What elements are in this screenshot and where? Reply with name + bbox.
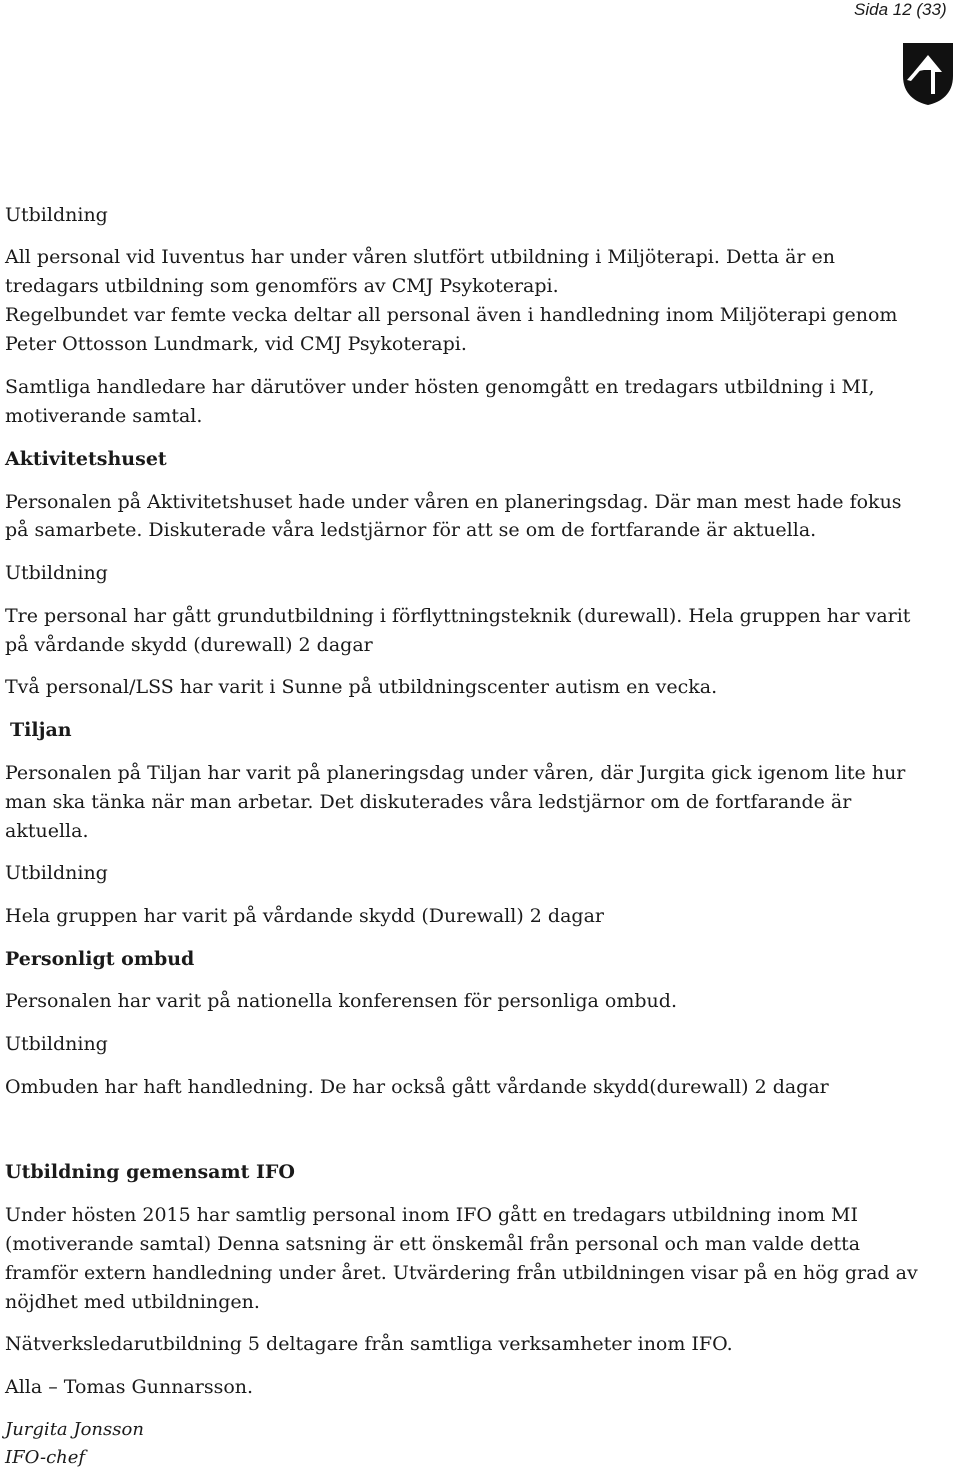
signature-name: Jurgita Jonsson <box>5 1419 144 1440</box>
paragraph-line: Peter Ottosson Lundmark, vid CMJ Psykoterapi. <box>5 333 467 355</box>
paragraph-line: Ombuden har haft handledning. De har också gått vårdande skydd(durewall) 2 dagar <box>5 1076 829 1098</box>
section-heading-utbildning: Utbildning <box>5 204 108 226</box>
paragraph-line: Under hösten 2015 har samtlig personal inom IFO gått en tredagars utbildning inom MI <box>5 1204 859 1226</box>
subheading-utbildning: Utbildning <box>5 862 108 884</box>
paragraph-line: på samarbete. Diskuterade våra ledstjärnor för att se om de fortfarande är aktuella. <box>5 519 817 541</box>
subheading-utbildning: Utbildning <box>5 1033 108 1055</box>
section-heading-personligt-ombud: Personligt ombud <box>5 948 195 970</box>
section-heading-tiljan: Tiljan <box>10 719 72 741</box>
paragraph-line: Två personal/LSS har varit i Sunne på utbildningscenter autism en vecka. <box>5 676 718 698</box>
paragraph-line: aktuella. <box>5 820 89 842</box>
paragraph-line: Personalen på Aktivitetshuset hade under våren en planeringsdag. Där man mest hade fokus <box>5 491 902 513</box>
paragraph-line: Personalen på Tiljan har varit på planeringsdag under våren, där Jurgita gick igenom lite hur <box>5 762 906 784</box>
paragraph-line: Samtliga handledare har därutöver under hösten genomgått en tredagars utbildning i MI, <box>5 376 875 398</box>
paragraph-line: framför extern handledning under året. Utvärdering från utbildningen visar på en hög grad av <box>5 1262 918 1284</box>
paragraph-line: Alla – Tomas Gunnarsson. <box>5 1376 254 1398</box>
paragraph-line: (motiverande samtal) Denna satsning är ett önskemål från personal och man valde detta <box>5 1233 861 1255</box>
paragraph-line: All personal vid Iuventus har under våren slutfört utbildning i Miljöterapi. Detta är en <box>5 246 835 268</box>
section-heading-aktivitetshuset: Aktivitetshuset <box>5 448 167 470</box>
paragraph-line: på vårdande skydd (durewall) 2 dagar <box>5 634 373 656</box>
municipal-shield-logo <box>901 40 955 106</box>
paragraph-line: Nätverksledarutbildning 5 deltagare från samtliga verksamheter inom IFO. <box>5 1333 733 1355</box>
paragraph-line: Tre personal har gått grundutbildning i förflyttningsteknik (durewall). Hela gruppen har varit <box>5 605 911 627</box>
paragraph-line: Hela gruppen har varit på vårdande skydd (Durewall) 2 dagar <box>5 905 604 927</box>
paragraph-line: tredagars utbildning som genomförs av CMJ Psykoterapi. <box>5 275 559 297</box>
paragraph-line: Personalen har varit på nationella konferensen för personliga ombud. <box>5 990 677 1012</box>
section-heading-utbildning-gemensamt-ifo: Utbildning gemensamt IFO <box>5 1161 295 1183</box>
paragraph-line: motiverande samtal. <box>5 405 203 427</box>
paragraph-line: Regelbundet var femte vecka deltar all personal även i handledning inom Miljöterapi genom <box>5 304 898 326</box>
paragraph-line: nöjdhet med utbildningen. <box>5 1291 260 1313</box>
paragraph-line: man ska tänka när man arbetar. Det diskuterades våra ledstjärnor om de fortfarande är <box>5 791 852 813</box>
page-number: Sida 12 (33) <box>854 0 947 19</box>
signature-title: IFO-chef <box>5 1447 86 1468</box>
subheading-utbildning: Utbildning <box>5 562 108 584</box>
